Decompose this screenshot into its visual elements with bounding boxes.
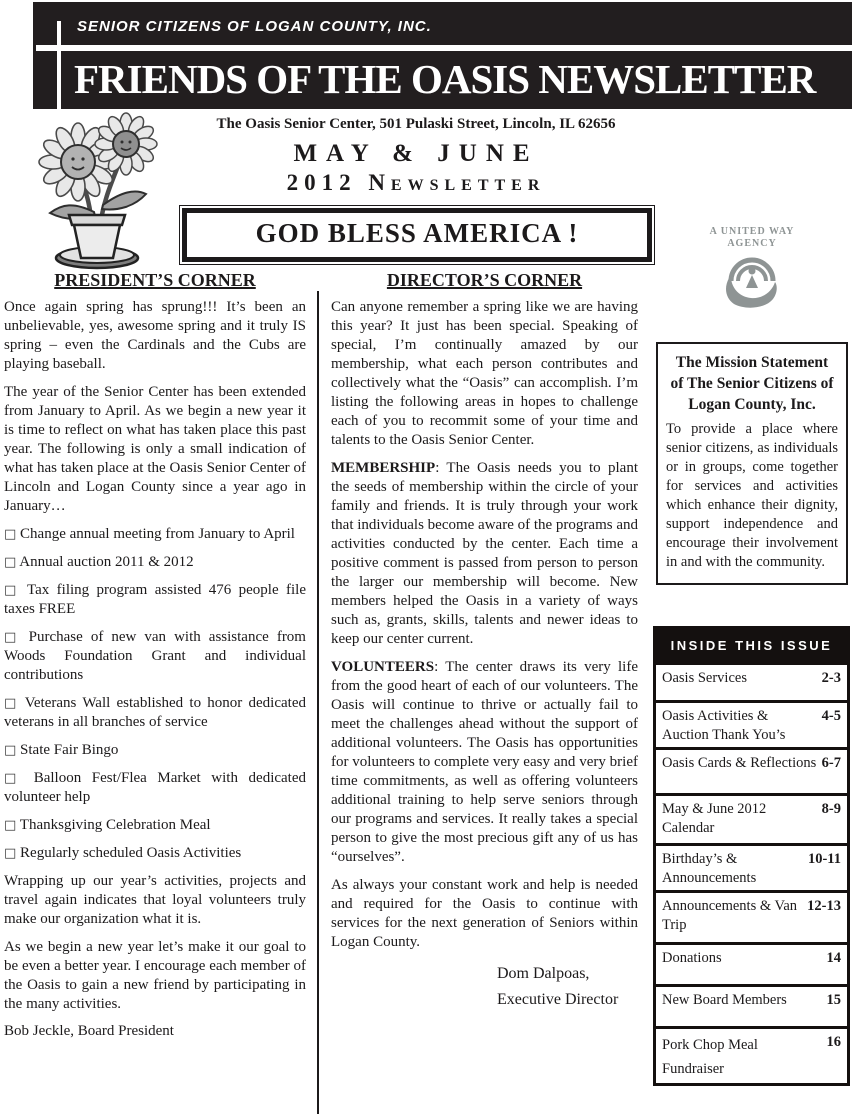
- toc-pages: 8-9: [821, 801, 841, 817]
- toc-pages: 2-3: [821, 670, 841, 686]
- toc-row: [656, 843, 847, 890]
- banner-vertical-rule: [57, 21, 61, 109]
- directors-corner-heading: DIRECTOR’S CORNER: [386, 270, 583, 290]
- united-way-label-line2: AGENCY: [727, 238, 777, 249]
- presidents-corner-heading: PRESIDENT’S CORNER: [54, 270, 256, 290]
- directors-corner-section: [331, 270, 638, 1013]
- center-address: The Oasis Senior Center, 501 Pulaski Street, Lincoln, IL 62656: [216, 116, 616, 132]
- sunflower-pot-illustration: [22, 112, 172, 275]
- checklist-item: □ Tax filing program assisted 476 people file taxes FREE: [4, 582, 306, 617]
- checkbox-icon: □: [4, 846, 17, 861]
- director-signature: [497, 961, 638, 1013]
- inside-this-issue-header: INSIDE THIS ISSUE: [656, 629, 847, 662]
- checkbox-icon: □: [4, 583, 20, 598]
- masthead-center: [170, 116, 662, 262]
- checklist-item: □ Regularly scheduled Oasis Activities: [4, 845, 242, 861]
- toc-row: [656, 700, 847, 747]
- toc-row: [656, 662, 847, 700]
- toc-row: [656, 984, 847, 1026]
- newsletter-title: FRIENDS OF THE OASIS NEWSLETTER: [74, 56, 816, 102]
- motto-banner: GOD BLESS AMERICA !: [182, 208, 652, 262]
- toc-pages: 16: [826, 1034, 841, 1050]
- toc-pages: 12-13: [807, 898, 841, 914]
- volunteers-lead-in: VOLUNTEERS: [331, 659, 435, 675]
- united-way-logo-icon: [698, 250, 806, 315]
- paragraph: As we begin a new year let’s make it our goal to be even a better year. I encourage each member of the Oasis to gain a new friend by participating in the many activities.: [4, 939, 306, 1012]
- toc-label: May & June 2012 Calendar: [662, 801, 767, 836]
- paragraph: As always your constant work and help is needed and required for the Oasis to continue with services for the next generation of Seniors within Logan County.: [331, 877, 638, 950]
- paragraph-volunteers: VOLUNTEERS: The center draws its very life from the good heart of each of our volunteers. The Oasis will continue to thrive or actually fail to meet the challenges ahead without the support of additional volunteers. The Oasis has opportunities for volunteers to complete very easy and very brief time commitments, as well as offering volunteers additional training to help serve seniors through our programs and services. It really takes a special person to give the most precious gift any of us has “ourselves”.: [331, 659, 638, 865]
- membership-lead-in: MEMBERSHIP: [331, 460, 436, 476]
- toc-label: Birthday’s & Announcements: [662, 851, 757, 886]
- toc-label: Donations: [662, 950, 722, 966]
- toc-label: Oasis Cards & Reflections: [662, 755, 817, 771]
- toc-row: [656, 747, 847, 793]
- toc-pages: 6-7: [821, 755, 841, 771]
- checkbox-icon: □: [4, 527, 17, 542]
- inside-this-issue-box: [653, 626, 850, 1086]
- column-divider-rule: [317, 291, 319, 1114]
- checkbox-icon: □: [4, 696, 19, 711]
- toc-row: [656, 890, 847, 942]
- checklist-item: □ Balloon Fest/Flea Market with dedicated volunteer help: [4, 770, 306, 805]
- mission-heading-line1: The Mission Statement: [675, 354, 829, 371]
- toc-pages: 4-5: [821, 708, 841, 724]
- toc-pages: 14: [826, 950, 841, 966]
- paragraph: Once again spring has sprung!!! It’s been an unbelievable, yes, awesome spring and it truly IS spring – even the Cardinals and the Cubs are playing baseball.: [4, 299, 306, 372]
- banner-horizontal-rule: [36, 45, 852, 51]
- checkbox-icon: □: [4, 771, 24, 786]
- checkbox-icon: □: [4, 818, 17, 833]
- checklist-item: □ Annual auction 2011 & 2012: [4, 554, 194, 570]
- checkbox-icon: □: [4, 630, 21, 645]
- mission-heading-line3: Logan County, Inc.: [688, 396, 816, 413]
- president-signature: Bob Jeckle, Board President: [4, 1023, 174, 1039]
- paragraph: Can anyone remember a spring like we are having this year? It just has been special. Speaking of special, I’m continually amazed by our membership, what each person contributes and collectively what the “Oasis” can accomplish. I’m listing the following areas in hopes to challenge each of you to recommit some of your time and talents to the Oasis Senior Center.: [331, 299, 638, 448]
- checklist-item: □ Thanksgiving Celebration Meal: [4, 817, 211, 833]
- checkbox-icon: □: [4, 743, 17, 758]
- checklist-item: □ State Fair Bingo: [4, 742, 119, 758]
- director-signature-name: Dom Dalpoas,: [497, 965, 590, 982]
- mission-heading-line2: of The Senior Citizens of: [670, 375, 834, 392]
- checkbox-icon: □: [4, 555, 17, 570]
- toc-label: Oasis Services: [662, 670, 747, 686]
- masthead-banner: [33, 2, 852, 109]
- checklist-item: □ Change annual meeting from January to April: [4, 526, 295, 542]
- toc-pages: 15: [826, 992, 841, 1008]
- toc-label: Oasis Activities & Auction Thank You’s: [662, 708, 786, 743]
- paragraph: The year of the Senior Center has been extended from January to April. As we begin a new year it is time to reflect on what has taken place this past year. The following is only a small indication of what has taken place at the Oasis Senior Center of Lincoln and Logan County since a year ago in January…: [4, 384, 306, 514]
- toc-row: [656, 793, 847, 843]
- toc-row: [656, 942, 847, 984]
- issue-year: 2012 Newsletter: [286, 170, 546, 195]
- organization-name: SENIOR CITIZENS OF LOGAN COUNTY, INC.: [77, 18, 432, 35]
- toc-label: Pork Chop Meal Fundraiser: [662, 1037, 758, 1077]
- united-way-label-line1: A UNITED WAY: [709, 226, 795, 237]
- paragraph: Wrapping up our year’s activities, projects and travel again indicates that loyal volunteers truly make our organization what it is.: [4, 873, 306, 927]
- toc-label: New Board Members: [662, 992, 787, 1008]
- toc-pages: 10-11: [807, 851, 841, 867]
- toc-label: Announcements & Van Trip: [662, 898, 798, 933]
- presidents-corner-section: [4, 270, 306, 1040]
- paragraph-membership: MEMBERSHIP: The Oasis needs you to plant the seeds of membership within the circle of your family and friends. It is truly through your work that individuals become aware of the programs and activities conducted by the center. Each time a positive comment is passed from person to person the larger our membership will become. New members helped the Oasis in a variety of ways such as, grants, skills, talents and newer ideas to keep our center current.: [331, 460, 638, 647]
- toc-row: [656, 1026, 847, 1083]
- mission-body: To provide a place where senior citizens, as individuals or in groups, come together for services and activities which enhance their dignity, support independence and encourage their involvement in and with the community.: [666, 421, 838, 570]
- checklist-item: □ Purchase of new van with assistance from Woods Foundation Grant and individual contributions: [4, 629, 306, 683]
- united-way-mark: [698, 226, 806, 315]
- checklist-item: □ Veterans Wall established to honor dedicated veterans in all branches of service: [4, 695, 306, 730]
- director-signature-title: Executive Director: [497, 991, 619, 1008]
- mission-statement-box: [656, 342, 848, 585]
- issue-month: MAY & JUNE: [293, 140, 539, 167]
